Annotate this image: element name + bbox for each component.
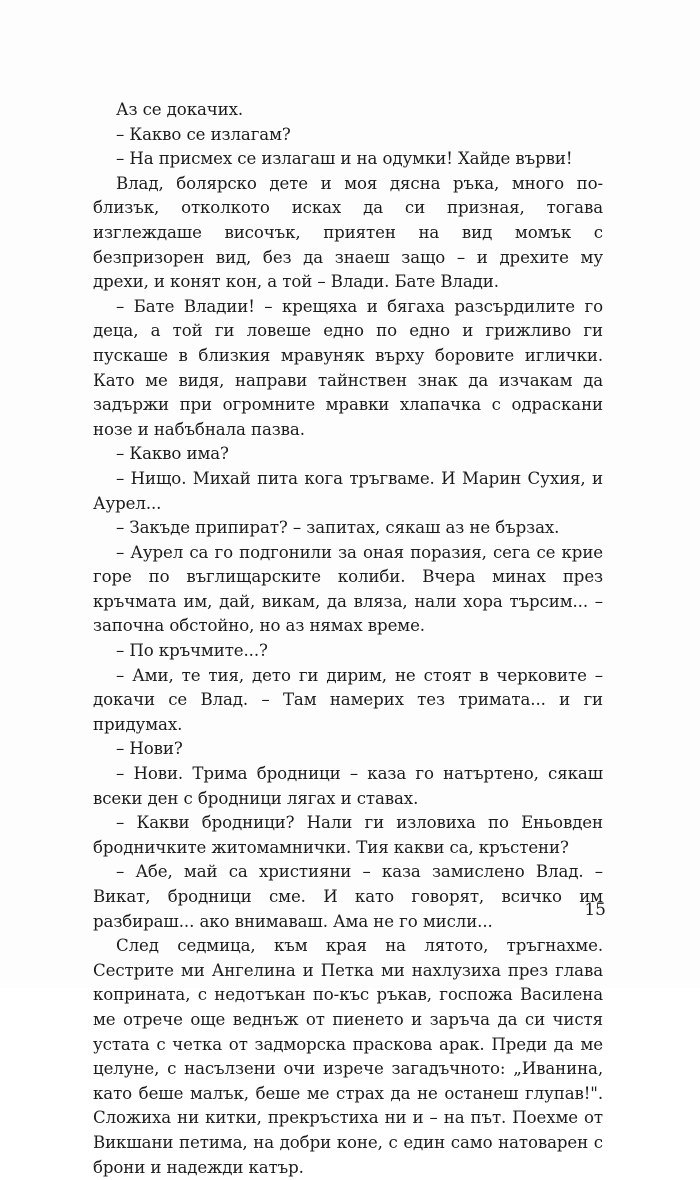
paragraph-15: – Абе, май са християни – каза замислено Влад. – Викат, бродници сме. И като говорят, всичко им разбираш... ако внимаваш. Ама не го мисли...	[93, 862, 603, 931]
page-number: 15	[584, 900, 606, 920]
paragraph-7: – Нищо. Михай пита кога тръгваме. И Марин Сухия, и Аурел...	[93, 468, 603, 513]
paragraph-13: – Нови. Трима бродници – каза го натъртено, сякаш всеки ден с бродници лягах и ставах.	[93, 764, 603, 808]
paragraph-14: – Какви бродници? Нали ги изловиха по Еньовден бродничките житомамнички. Тия какви са, кръстени?	[93, 813, 603, 857]
paragraph-4: Влад, болярско дете и моя дясна ръка, много по-близък, отколкото исках да си призная, тогава изглеждаше височък, приятен на вид момък с безпризорен вид, без да знаеш защо – и дрехите му дрехи, и конят кон, а той – Влади. Бате Влади.	[93, 173, 603, 292]
paragraph-6: – Какво има?	[116, 444, 229, 464]
paragraph-9: – Аурел са го подгонили за оная поразия, сега се крие горе по въглищарските колиби. Вчера минах през кръчмата им, дай, викам, да вляза, нали хора търсим... – започна обстойно, но аз нямах време.	[93, 542, 603, 636]
paragraph-3: – На присмех се излагаш и на одумки! Хайде върви!	[116, 149, 573, 169]
paragraph-11: – Ами, те тия, дето ги дирим, не стоят в черковите – докачи се Влад. – Там намерих тез тримата... и ги придумах.	[93, 665, 603, 734]
paragraph-10: – По кръчмите...?	[116, 641, 268, 661]
paragraph-5: – Бате Владии! – крещяха и бягаха разсърдилите го деца, а той ги ловеше едно по едно и грижливо ги пускаше в близкия мравуняк върху боровите иглички. Като ме видя, направи тайнствен знак да изчакам да задържи при огромните мравки хлапачка с одраскани нозе и набъбнала пазва.	[93, 296, 603, 439]
paragraph-8: – Закъде припират? – запитах, сякаш аз не бързах.	[116, 518, 560, 538]
paragraph-12: – Нови?	[116, 739, 183, 759]
body-text	[93, 98, 603, 1180]
paragraph-2: – Какво се излагам?	[116, 124, 291, 144]
paragraph-1: Аз се докачих.	[116, 100, 244, 119]
paragraph-16: След седмица, към края на лятото, тръгнахме. Сестрите ми Ангелина и Петка ми нахлузиха през глава коприната, с недотъкан по-къс ръкав, госпожа Василена ме отрече още веднъж от пиенето и заръча да си чистя устата с четка от задморска праскова арак. Преди да ме целуне, с насълзени очи изрече загадъчното: „Иванина, като беше малък, беше ме страх да не останеш глупав!". Сложиха ни китки, прекръстиха ни и – на път. Поехме от Викшани петима, на добри коне, с един само натоварен с брони и надежди катър.	[93, 936, 603, 1177]
